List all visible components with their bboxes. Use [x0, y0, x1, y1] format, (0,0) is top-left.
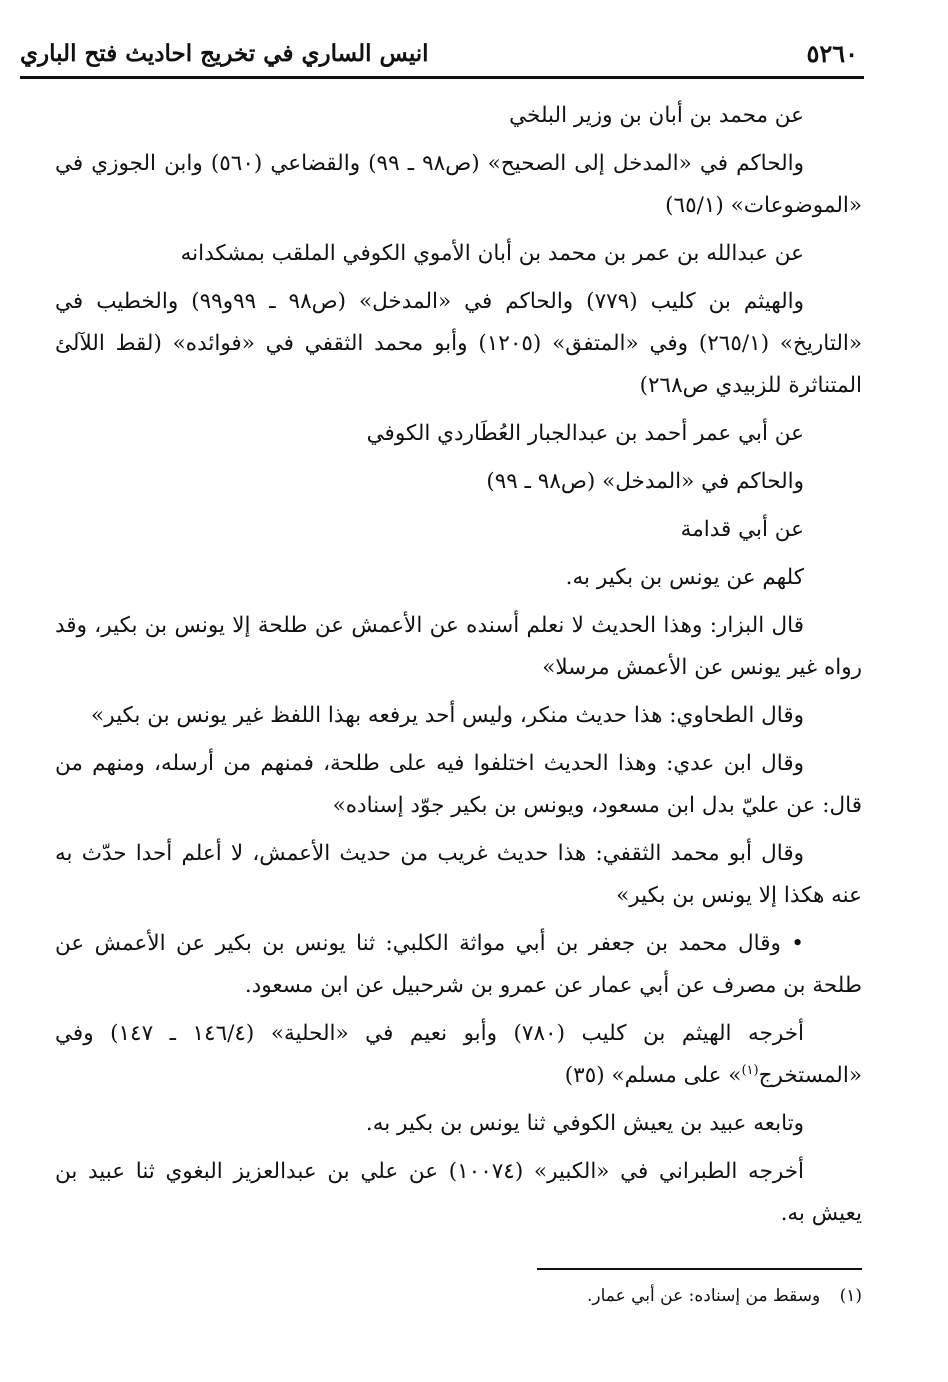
narrator-line: عن أبي عمر أحمد بن عبدالجبار العُطَاردي الكوفي [366, 421, 804, 446]
footnote-divider [537, 1268, 862, 1270]
summary-line: كلهم عن يونس بن بكير به. [565, 565, 804, 590]
citation-paragraph: والحاكم في «المدخل إلى الصحيح» (ص٩٨ ـ ٩٩) والقضاعي (٥٦٠) وابن الجوزي في «الموضوعات» (٦٥/١) [55, 151, 862, 218]
footnote [55, 1283, 862, 1309]
quote-paragraph: وقال أبو محمد الثقفي: هذا حديث غريب من حديث الأعمش، لا أعلم أحدا حدّث به عنه هكذا إلا يونس بن بكير» [55, 841, 862, 908]
narrator-line: عن أبي قدامة [680, 517, 804, 542]
citation-paragraph [55, 1013, 862, 1097]
footnote-number: (١) [839, 1286, 862, 1306]
summary-line: وتابعه عبيد بن يعيش الكوفي ثنا يونس بن بكير به. [365, 1111, 804, 1136]
citation-text: أخرجه الهيثم بن كليب (٧٨٠) وأبو نعيم في «الحلية» (١٤٦/٤ ـ ١٤٧) وفي «المستخرج [55, 1021, 862, 1088]
citation-paragraph: والحاكم في «المدخل» (ص٩٨ ـ ٩٩) [486, 469, 804, 494]
citation-text: » على مسلم» (٣٥) [564, 1063, 742, 1088]
page-number: ٥٢٦٠ [806, 38, 858, 68]
bullet-paragraph: • وقال محمد بن جعفر بن أبي مواثة الكلبي: ثنا يونس بن بكير عن الأعمش عن طلحة بن مصرف عن أبي عمار عن عمرو بن شرحبيل عن ابن مسعود. [55, 931, 862, 998]
quote-paragraph: وقال الطحاوي: هذا حديث منكر، وليس أحد يرفعه بهذا اللفظ غير يونس بن بكير» [91, 703, 804, 728]
footnote-text: وسقط من إسناده: عن أبي عمار. [586, 1286, 821, 1306]
quote-paragraph: قال البزار: وهذا الحديث لا نعلم أسنده عن الأعمش عن طلحة إلا يونس بن بكير، وقد رواه غير يونس عن الأعمش مرسلا» [55, 613, 862, 680]
footnote-marker[interactable]: (١) [741, 1062, 759, 1078]
running-header [20, 30, 864, 79]
main-text [55, 95, 862, 1241]
narrator-line: عن محمد بن أبان بن وزير البلخي [509, 103, 804, 128]
narrator-line: عن عبدالله بن عمر بن محمد بن أبان الأموي الكوفي الملقب بمشكدانه [180, 241, 804, 266]
citation-paragraph: والهيثم بن كليب (٧٧٩) والحاكم في «المدخل» (ص٩٨ ـ ٩٩و٩٩) والخطيب في «التاريخ» (٢٦٥/١) وفي «المتفق» (١٢٠٥) وأبو محمد الثقفي في «فوائده» (لقط اللآلئ المتناثرة للزبيدي ص٢٦٨) [55, 289, 862, 398]
quote-paragraph: وقال ابن عدي: وهذا الحديث اختلفوا فيه على طلحة، فمنهم من أرسله، ومنهم من قال: عن عليّ بدل ابن مسعود، ويونس بن بكير جوّد إسناده» [55, 751, 862, 818]
book-title: انيس الساري في تخريج احاديث فتح الباري [20, 39, 429, 67]
citation-paragraph: أخرجه الطبراني في «الكبير» (١٠٠٧٤) عن علي بن عبدالعزيز البغوي ثنا عبيد بن يعيش به. [55, 1159, 862, 1226]
